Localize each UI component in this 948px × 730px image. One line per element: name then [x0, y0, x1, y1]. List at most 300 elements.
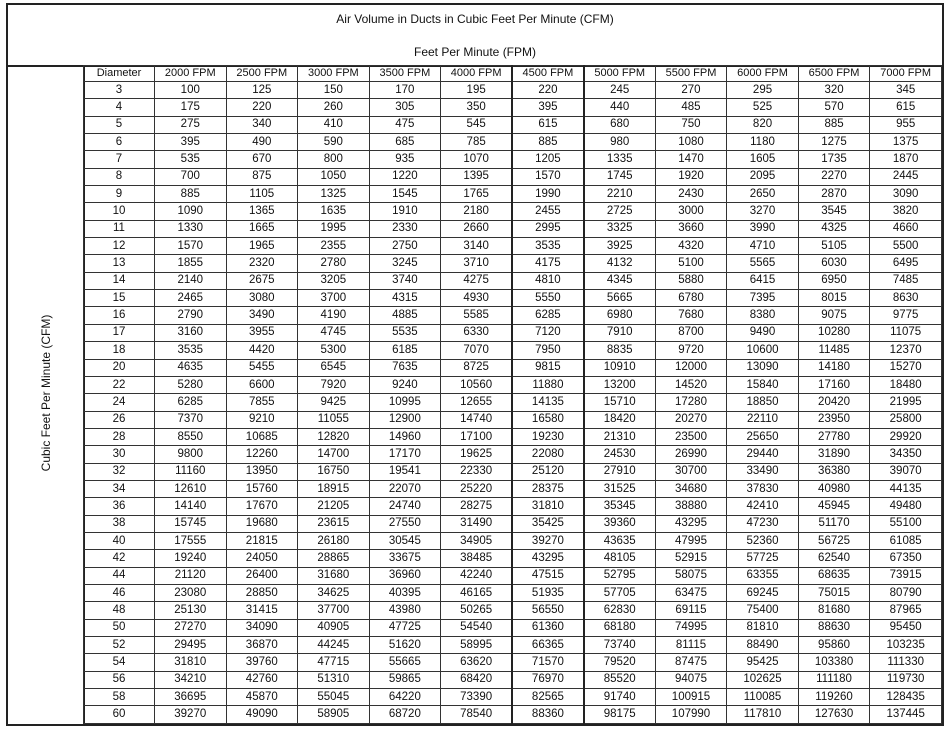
- cfm-cell: 11485: [798, 342, 870, 359]
- cfm-cell: 7395: [727, 290, 799, 307]
- cfm-cell: 9075: [798, 307, 870, 324]
- cfm-cell: 95425: [727, 654, 799, 671]
- cfm-cell: 7920: [298, 376, 370, 393]
- cfm-cell: 24050: [226, 550, 298, 567]
- table-row: [84, 376, 942, 393]
- diameter-cell: 18: [84, 342, 155, 359]
- cfm-cell: 8550: [155, 428, 227, 445]
- cfm-cell: 25220: [441, 480, 513, 497]
- cfm-cell: 440: [584, 99, 656, 116]
- cfm-cell: 9775: [870, 307, 942, 324]
- cfm-cell: 79520: [584, 654, 656, 671]
- cfm-cell: 875: [226, 168, 298, 185]
- cfm-cell: 12260: [226, 446, 298, 463]
- diameter-cell: 30: [84, 446, 155, 463]
- cfm-cell: 66365: [512, 637, 584, 654]
- cfm-cell: 62830: [584, 602, 656, 619]
- cfm-cell: 51935: [512, 584, 584, 601]
- cfm-cell: 4420: [226, 342, 298, 359]
- cfm-cell: 3325: [584, 220, 656, 237]
- cfm-cell: 3205: [298, 272, 370, 289]
- table-row: [84, 82, 942, 99]
- table-row: [84, 203, 942, 220]
- cfm-cell: 2430: [655, 186, 727, 203]
- table-row: [84, 134, 942, 151]
- cfm-cell: 87965: [870, 602, 942, 619]
- cfm-cell: 34350: [870, 446, 942, 463]
- cfm-cell: 4190: [298, 307, 370, 324]
- diameter-cell: 13: [84, 255, 155, 272]
- cfm-cell: 33490: [727, 463, 799, 480]
- cfm-cell: 1635: [298, 203, 370, 220]
- cfm-cell: 69115: [655, 602, 727, 619]
- cfm-cell: 5665: [584, 290, 656, 307]
- cfm-cell: 1220: [369, 168, 441, 185]
- cfm-cell: 27910: [584, 463, 656, 480]
- title-block: [8, 5, 942, 67]
- table-row: [84, 446, 942, 463]
- cfm-cell: 980: [584, 134, 656, 151]
- cfm-cell: 63620: [441, 654, 513, 671]
- cfm-cell: 5300: [298, 342, 370, 359]
- cfm-chart-sheet: [6, 3, 944, 726]
- cfm-cell: 23080: [155, 584, 227, 601]
- fpm-column-header: 5500 FPM: [655, 66, 727, 82]
- diameter-cell: 34: [84, 480, 155, 497]
- cfm-cell: 18850: [727, 394, 799, 411]
- cfm-cell: 1180: [727, 134, 799, 151]
- diameter-header: Diameter: [84, 66, 155, 82]
- cfm-cell: 395: [512, 99, 584, 116]
- cfm-cell: 1570: [155, 238, 227, 255]
- cfm-cell: 16580: [512, 411, 584, 428]
- cfm-cell: 61085: [870, 532, 942, 549]
- cfm-cell: 590: [298, 134, 370, 151]
- cfm-cell: 4345: [584, 272, 656, 289]
- diameter-cell: 60: [84, 706, 155, 724]
- cfm-cell: 30545: [369, 532, 441, 549]
- cfm-cell: 36380: [798, 463, 870, 480]
- cfm-cell: 4930: [441, 290, 513, 307]
- cfm-cell: 50265: [441, 602, 513, 619]
- cfm-cell: 7910: [584, 324, 656, 341]
- cfm-cell: 51620: [369, 637, 441, 654]
- diameter-cell: 10: [84, 203, 155, 220]
- cfm-cell: 19240: [155, 550, 227, 567]
- cfm-cell: 28375: [512, 480, 584, 497]
- cfm-cell: 4132: [584, 255, 656, 272]
- cfm-cell: 220: [512, 82, 584, 99]
- cfm-cell: 100915: [655, 689, 727, 706]
- table-row: [84, 515, 942, 532]
- cfm-cell: 14135: [512, 394, 584, 411]
- cfm-cell: 17160: [798, 376, 870, 393]
- cfm-cell: 73390: [441, 689, 513, 706]
- fpm-column-header: 5000 FPM: [584, 66, 656, 82]
- cfm-cell: 5100: [655, 255, 727, 272]
- cfm-cell: 6950: [798, 272, 870, 289]
- diameter-cell: 15: [84, 290, 155, 307]
- chart-title: Air Volume in Ducts in Cubic Feet Per Minute (CFM): [336, 12, 614, 26]
- cfm-cell: 345: [870, 82, 942, 99]
- table-row: [84, 428, 942, 445]
- cfm-cell: 340: [226, 116, 298, 133]
- fpm-column-header: 6500 FPM: [798, 66, 870, 82]
- cfm-cell: 1995: [298, 220, 370, 237]
- cfm-cell: 57705: [584, 584, 656, 601]
- cfm-cell: 535: [155, 151, 227, 168]
- cfm-cell: 17670: [226, 498, 298, 515]
- cfm-cell: 88630: [798, 619, 870, 636]
- cfm-cell: 18915: [298, 480, 370, 497]
- cfm-cell: 95450: [870, 619, 942, 636]
- table-row: [84, 220, 942, 237]
- cfm-cell: 64220: [369, 689, 441, 706]
- cfm-cell: 5585: [441, 307, 513, 324]
- cfm-cell: 1765: [441, 186, 513, 203]
- cfm-cell: 22080: [512, 446, 584, 463]
- cfm-cell: 39760: [226, 654, 298, 671]
- cfm-cell: 42410: [727, 498, 799, 515]
- cfm-cell: 670: [226, 151, 298, 168]
- cfm-cell: 71570: [512, 654, 584, 671]
- cfm-cell: 69245: [727, 584, 799, 601]
- cfm-cell: 20420: [798, 394, 870, 411]
- cfm-cell: 82565: [512, 689, 584, 706]
- cfm-cell: 3270: [727, 203, 799, 220]
- cfm-cell: 103380: [798, 654, 870, 671]
- cfm-cell: 275: [155, 116, 227, 133]
- cfm-cell: 25120: [512, 463, 584, 480]
- cfm-cell: 44245: [298, 637, 370, 654]
- cfm-cell: 55100: [870, 515, 942, 532]
- cfm-axis-label: Cubic Feet Per Minute (CFM): [39, 314, 53, 472]
- cfm-cell: 117810: [727, 706, 799, 724]
- fpm-column-header: 4500 FPM: [512, 66, 584, 82]
- cfm-cell: 34905: [441, 532, 513, 549]
- cfm-cell: 3140: [441, 238, 513, 255]
- cfm-cell: 680: [584, 116, 656, 133]
- cfm-cell: 12820: [298, 428, 370, 445]
- cfm-cell: 28850: [226, 584, 298, 601]
- cfm-cell: 15760: [226, 480, 298, 497]
- cfm-cell: 19230: [512, 428, 584, 445]
- cfm-cell: 22110: [727, 411, 799, 428]
- cfm-cell: 2750: [369, 238, 441, 255]
- cfm-cell: 81810: [727, 619, 799, 636]
- cfm-cell: 820: [727, 116, 799, 133]
- cfm-cell: 3710: [441, 255, 513, 272]
- cfm-cell: 4315: [369, 290, 441, 307]
- cfm-cell: 43980: [369, 602, 441, 619]
- cfm-cell: 13200: [584, 376, 656, 393]
- cfm-cell: 1080: [655, 134, 727, 151]
- cfm-cell: 685: [369, 134, 441, 151]
- cfm-cell: 5105: [798, 238, 870, 255]
- table-row: [84, 116, 942, 133]
- cfm-cell: 42240: [441, 567, 513, 584]
- cfm-cell: 3660: [655, 220, 727, 237]
- table-row: [84, 654, 942, 671]
- cfm-cell: 21205: [298, 498, 370, 515]
- cfm-cell: 7855: [226, 394, 298, 411]
- cfm-cell: 110085: [727, 689, 799, 706]
- cfm-cell: 31490: [441, 515, 513, 532]
- cfm-cell: 25800: [870, 411, 942, 428]
- cfm-cell: 8835: [584, 342, 656, 359]
- diameter-cell: 5: [84, 116, 155, 133]
- cfm-cell: 4710: [727, 238, 799, 255]
- cfm-cell: 125: [226, 82, 298, 99]
- cfm-cell: 7635: [369, 359, 441, 376]
- cfm-cell: 195: [441, 82, 513, 99]
- cfm-cell: 14140: [155, 498, 227, 515]
- diameter-cell: 54: [84, 654, 155, 671]
- cfm-cell: 73740: [584, 637, 656, 654]
- table-row: [84, 671, 942, 688]
- cfm-cell: 6780: [655, 290, 727, 307]
- cfm-cell: 62540: [798, 550, 870, 567]
- cfm-cell: 21995: [870, 394, 942, 411]
- cfm-cell: 4885: [369, 307, 441, 324]
- cfm-cell: 37700: [298, 602, 370, 619]
- fpm-column-header: 2500 FPM: [226, 66, 298, 82]
- cfm-cell: 3955: [226, 324, 298, 341]
- cfm-cell: 16750: [298, 463, 370, 480]
- cfm-cell: 46165: [441, 584, 513, 601]
- diameter-cell: 11: [84, 220, 155, 237]
- cfm-cell: 1275: [798, 134, 870, 151]
- cfm-cell: 7120: [512, 324, 584, 341]
- cfm-cell: 27780: [798, 428, 870, 445]
- table-row: [84, 619, 942, 636]
- cfm-cell: 29495: [155, 637, 227, 654]
- cfm-cell: 1375: [870, 134, 942, 151]
- cfm-cell: 1910: [369, 203, 441, 220]
- cfm-cell: 8630: [870, 290, 942, 307]
- diameter-cell: 3: [84, 82, 155, 99]
- cfm-cell: 6285: [155, 394, 227, 411]
- cfm-cell: 24740: [369, 498, 441, 515]
- cfm-cell: 11055: [298, 411, 370, 428]
- cfm-cell: 1105: [226, 186, 298, 203]
- cfm-cell: 9490: [727, 324, 799, 341]
- cfm-cell: 3000: [655, 203, 727, 220]
- cfm-cell: 9240: [369, 376, 441, 393]
- cfm-cell: 81115: [655, 637, 727, 654]
- cfm-cell: 3700: [298, 290, 370, 307]
- cfm-cell: 3535: [512, 238, 584, 255]
- cfm-cell: 260: [298, 99, 370, 116]
- cfm-cell: 545: [441, 116, 513, 133]
- cfm-cell: 6495: [870, 255, 942, 272]
- cfm-cell: 12900: [369, 411, 441, 428]
- cfm-cell: 14180: [798, 359, 870, 376]
- cfm-cell: 2445: [870, 168, 942, 185]
- cfm-cell: 43635: [584, 532, 656, 549]
- cfm-cell: 6415: [727, 272, 799, 289]
- cfm-cell: 28275: [441, 498, 513, 515]
- cfm-cell: 2320: [226, 255, 298, 272]
- cfm-cell: 1735: [798, 151, 870, 168]
- cfm-cell: 29440: [727, 446, 799, 463]
- table-body: [84, 82, 942, 724]
- cfm-cell: 2780: [298, 255, 370, 272]
- cfm-cell: 245: [584, 82, 656, 99]
- cfm-cell: 36695: [155, 689, 227, 706]
- cfm-cell: 1395: [441, 168, 513, 185]
- cfm-cell: 4660: [870, 220, 942, 237]
- cfm-cell: 2210: [584, 186, 656, 203]
- table-row: [84, 480, 942, 497]
- cfm-cell: 26180: [298, 532, 370, 549]
- cfm-cell: 31810: [512, 498, 584, 515]
- cfm-cell: 85520: [584, 671, 656, 688]
- cfm-cell: 2675: [226, 272, 298, 289]
- cfm-cell: 23500: [655, 428, 727, 445]
- cfm-cell: 68180: [584, 619, 656, 636]
- diameter-cell: 40: [84, 532, 155, 549]
- cfm-cell: 320: [798, 82, 870, 99]
- diameter-cell: 16: [84, 307, 155, 324]
- cfm-cell: 22330: [441, 463, 513, 480]
- cfm-cell: 44135: [870, 480, 942, 497]
- cfm-cell: 36960: [369, 567, 441, 584]
- cfm-cell: 7950: [512, 342, 584, 359]
- cfm-cell: 31415: [226, 602, 298, 619]
- cfm-cell: 1920: [655, 168, 727, 185]
- cfm-cell: 29920: [870, 428, 942, 445]
- cfm-cell: 2140: [155, 272, 227, 289]
- cfm-cell: 3160: [155, 324, 227, 341]
- cfm-cell: 38880: [655, 498, 727, 515]
- table-row: [84, 602, 942, 619]
- cfm-cell: 2725: [584, 203, 656, 220]
- table-row: [84, 290, 942, 307]
- cfm-cell: 98175: [584, 706, 656, 724]
- cfm-cell: 3080: [226, 290, 298, 307]
- cfm-cell: 27270: [155, 619, 227, 636]
- table-row: [84, 706, 942, 724]
- cfm-cell: 7070: [441, 342, 513, 359]
- cfm-cell: 7680: [655, 307, 727, 324]
- cfm-cell: 58995: [441, 637, 513, 654]
- diameter-cell: 48: [84, 602, 155, 619]
- cfm-cell: 19541: [369, 463, 441, 480]
- cfm-cell: 935: [369, 151, 441, 168]
- cfm-cell: 1070: [441, 151, 513, 168]
- fpm-header: Feet Per Minute (FPM): [413, 45, 537, 59]
- cfm-cell: 75400: [727, 602, 799, 619]
- cfm-cell: 885: [155, 186, 227, 203]
- cfm-cell: 10280: [798, 324, 870, 341]
- cfm-cell: 1330: [155, 220, 227, 237]
- cfm-cell: 3925: [584, 238, 656, 255]
- cfm-cell: 75015: [798, 584, 870, 601]
- diameter-cell: 22: [84, 376, 155, 393]
- cfm-cell: 14960: [369, 428, 441, 445]
- diameter-cell: 8: [84, 168, 155, 185]
- cfm-cell: 3820: [870, 203, 942, 220]
- cfm-cell: 26400: [226, 567, 298, 584]
- cfm-cell: 1745: [584, 168, 656, 185]
- table-row: [84, 307, 942, 324]
- cfm-cell: 14700: [298, 446, 370, 463]
- cfm-cell: 39270: [512, 532, 584, 549]
- cfm-cell: 1365: [226, 203, 298, 220]
- cfm-cell: 55045: [298, 689, 370, 706]
- cfm-cell: 955: [870, 116, 942, 133]
- cfm-cell: 1335: [584, 151, 656, 168]
- cfm-cell: 34625: [298, 584, 370, 601]
- cfm-cell: 95860: [798, 637, 870, 654]
- cfm-cell: 17555: [155, 532, 227, 549]
- table-row: [84, 272, 942, 289]
- cfm-cell: 800: [298, 151, 370, 168]
- cfm-cell: 47515: [512, 567, 584, 584]
- cfm-cell: 7370: [155, 411, 227, 428]
- cfm-cell: 23615: [298, 515, 370, 532]
- cfm-cell: 2330: [369, 220, 441, 237]
- cfm-cell: 1870: [870, 151, 942, 168]
- table-row: [84, 498, 942, 515]
- cfm-cell: 51170: [798, 515, 870, 532]
- cfm-cell: 91740: [584, 689, 656, 706]
- table-row: [84, 463, 942, 480]
- diameter-cell: 14: [84, 272, 155, 289]
- cfm-cell: 119730: [870, 671, 942, 688]
- table-row: [84, 238, 942, 255]
- cfm-cell: 48105: [584, 550, 656, 567]
- cfm-cell: 885: [798, 116, 870, 133]
- cfm-cell: 1325: [298, 186, 370, 203]
- cfm-cell: 25130: [155, 602, 227, 619]
- cfm-cell: 11880: [512, 376, 584, 393]
- cfm-cell: 15745: [155, 515, 227, 532]
- header-row: [84, 66, 942, 82]
- table-row: [84, 394, 942, 411]
- cfm-cell: 5535: [369, 324, 441, 341]
- cfm-cell: 22070: [369, 480, 441, 497]
- cfm-cell: 23950: [798, 411, 870, 428]
- cfm-cell: 4175: [512, 255, 584, 272]
- cfm-cell: 3545: [798, 203, 870, 220]
- cfm-cell: 12370: [870, 342, 942, 359]
- cfm-cell: 111330: [870, 654, 942, 671]
- cfm-cell: 56550: [512, 602, 584, 619]
- cfm-cell: 4810: [512, 272, 584, 289]
- cfm-cell: 170: [369, 82, 441, 99]
- cfm-cell: 103235: [870, 637, 942, 654]
- cfm-cell: 9720: [655, 342, 727, 359]
- cfm-cell: 58075: [655, 567, 727, 584]
- diameter-cell: 20: [84, 359, 155, 376]
- cfm-cell: 570: [798, 99, 870, 116]
- cfm-cell: 17170: [369, 446, 441, 463]
- cfm-cell: 1665: [226, 220, 298, 237]
- cfm-cell: 88360: [512, 706, 584, 724]
- cfm-cell: 52360: [727, 532, 799, 549]
- cfm-cell: 2270: [798, 168, 870, 185]
- cfm-cell: 33675: [369, 550, 441, 567]
- cfm-cell: 1050: [298, 168, 370, 185]
- cfm-cell: 52795: [584, 567, 656, 584]
- diameter-cell: 50: [84, 619, 155, 636]
- cfm-cell: 15270: [870, 359, 942, 376]
- cfm-cell: 19625: [441, 446, 513, 463]
- cfm-cell: 5550: [512, 290, 584, 307]
- table-row: [84, 255, 942, 272]
